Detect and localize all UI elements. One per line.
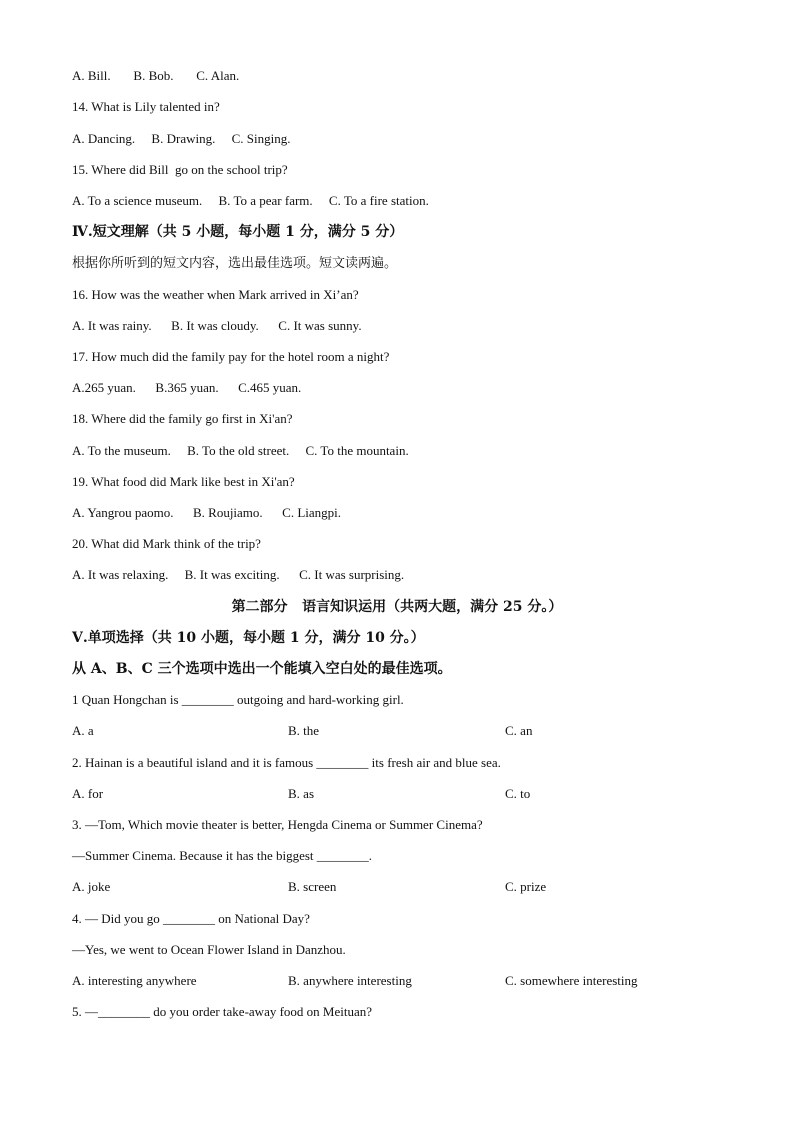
q18-options: A. To the museum. B. To the old street. C. To the mountain. <box>72 443 409 458</box>
mc3-option-b: B. screen <box>288 879 337 894</box>
section-4-title: Ⅳ.短文理解（共 5 小题，每小题 1 分，满分 5 分） <box>72 224 404 240</box>
mc4-option-c: C. somewhere interesting <box>505 973 638 988</box>
section-4-instruction: 根据你所听到的短文内容，选出最佳选项。短文读两遍。 <box>72 256 398 271</box>
mc1-question: 1 Quan Hongchan is ________ outgoing and hard-working girl. <box>72 692 404 707</box>
section-5-instruction: 从 A、B、C 三个选项中选出一个能填入空白处的最佳选项。 <box>72 661 452 677</box>
part-2-title: 第二部分 语言知识运用（共两大题，满分 25 分。） <box>231 599 563 615</box>
mc3-option-c: C. prize <box>505 879 547 894</box>
mc2-question: 2. Hainan is a beautiful island and it is famous ________ its fresh air and blue sea. <box>72 755 501 770</box>
mc2-option-c: C. to <box>505 786 531 801</box>
mc4-question: 4. — Did you go ________ on National Day? <box>72 911 310 926</box>
mc2-option-b: B. as <box>288 786 314 801</box>
q17-question: 17. How much did the family pay for the hotel room a night? <box>72 349 390 364</box>
q20-options: A. It was relaxing. B. It was exciting. C. It was surprising. <box>72 567 405 582</box>
q20-question: 20. What did Mark think of the trip? <box>72 536 261 551</box>
mc1-option-b: B. the <box>288 723 320 738</box>
mc4-option-a: A. interesting anywhere <box>72 973 197 988</box>
q18-question: 18. Where did the family go first in Xi'an? <box>72 411 293 426</box>
mc2-option-a: A. for <box>72 786 104 801</box>
q16-options: A. It was rainy. B. It was cloudy. C. It was sunny. <box>72 318 362 333</box>
mc5-question: 5. —________ do you order take-away food on Meituan? <box>72 1004 373 1019</box>
section-5-title: Ⅴ.单项选择（共 10 小题，每小题 1 分，满分 10 分。） <box>72 630 425 646</box>
mc3-answer-line: —Summer Cinema. Because it has the biggest ________. <box>72 848 373 863</box>
q19-question: 19. What food did Mark like best in Xi'an? <box>72 474 295 489</box>
q17-options: A.265 yuan. B.365 yuan. C.465 yuan. <box>72 380 302 395</box>
mc3-question: 3. —Tom, Which movie theater is better, Hengda Cinema or Summer Cinema? <box>72 817 483 832</box>
q15-options: A. To a science museum. B. To a pear farm. C. To a fire station. <box>72 193 429 208</box>
mc3-option-a: A. joke <box>72 879 111 894</box>
mc4-answer-line: —Yes, we went to Ocean Flower Island in Danzhou. <box>72 942 346 957</box>
q16-question: 16. How was the weather when Mark arrived in Xi’an? <box>72 287 359 302</box>
q15-question: 15. Where did Bill go on the school trip? <box>72 162 288 177</box>
q13-options: A. Bill. B. Bob. C. Alan. <box>72 68 240 83</box>
q14-options: A. Dancing. B. Drawing. C. Singing. <box>72 131 291 146</box>
mc1-option-a: A. a <box>72 723 94 738</box>
mc1-option-c: C. an <box>505 723 533 738</box>
q19-options: A. Yangrou paomo. B. Roujiamo. C. Liangpi. <box>72 505 342 520</box>
mc4-option-b: B. anywhere interesting <box>288 973 412 988</box>
q14-question: 14. What is Lily talented in? <box>72 99 220 114</box>
